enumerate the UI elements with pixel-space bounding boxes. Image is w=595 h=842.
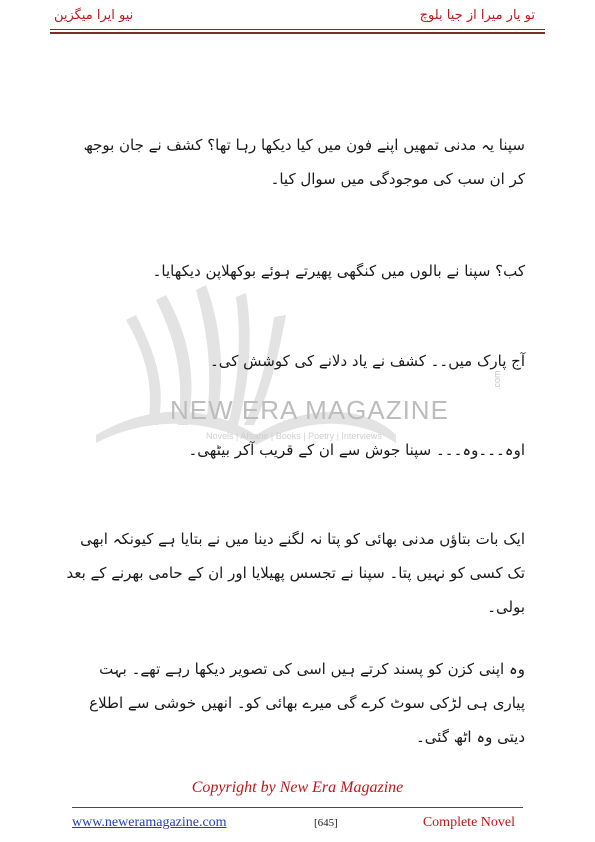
paragraph: وہ اپنی کزن کو پسند کرتے ہیں اسی کی تصویر دیکھا رہے تھے۔ بہت پیاری ہی لڑکی سوٹ کرے گی میرے بھائی کو۔ انھیں خوشی سے اطلاع دیتی وہ اٹھ گئی۔: [89, 660, 525, 746]
paragraph: آج پارک میں۔۔ کشف نے یاد دلانے کی کوشش کی۔: [209, 352, 525, 370]
paragraph: کب؟ سپنا نے بالوں میں کنگھی پھیرتے ہوئے بوکھلاپن دیکھایا۔: [152, 262, 525, 280]
copyright-notice: Copyright by New Era Magazine: [191, 779, 404, 796]
paragraph: سپنا یہ مدنی تمھیں اپنے فون میں کیا دیکھا رہا تھا؟ کشف نے جان بوجھ کر ان سب کی موجودگی میں سوال کیا۔: [83, 136, 525, 188]
header-rule-thick: [50, 32, 545, 34]
category-label: Complete Novel: [422, 815, 515, 830]
novel-title: تو یار میرا از جیا بلوچ: [419, 8, 535, 23]
magazine-name: نیو ایرا میگزین: [54, 8, 134, 23]
watermark-domain: .com: [492, 370, 502, 390]
paragraph: اوہ۔۔۔وہ۔۔۔ سپنا جوش سے ان کے قریب آکر بیٹھی۔: [188, 441, 525, 459]
footer-rule: [72, 807, 523, 808]
paragraph: ایک بات بتاؤں مدنی بھائی کو پتا نہ لگنے دینا میں نے بتایا ہے کیونکہ ابھی تک کسی کو نہیں پتا۔ سپنا نے تجسس پھیلایا اور ان کے حامی بھرنے کے بعد بولی۔: [66, 530, 525, 616]
page-header: [0, 0, 595, 40]
watermark-subtitle: Novels | Afsane | Books | Poetry | Interviews: [206, 431, 382, 441]
header-rule: [50, 29, 545, 30]
watermark-title: NEW ERA MAGAZINE: [170, 395, 449, 425]
page-number: [645]: [314, 817, 338, 829]
website-link[interactable]: www.neweramagazine.com: [72, 815, 227, 830]
